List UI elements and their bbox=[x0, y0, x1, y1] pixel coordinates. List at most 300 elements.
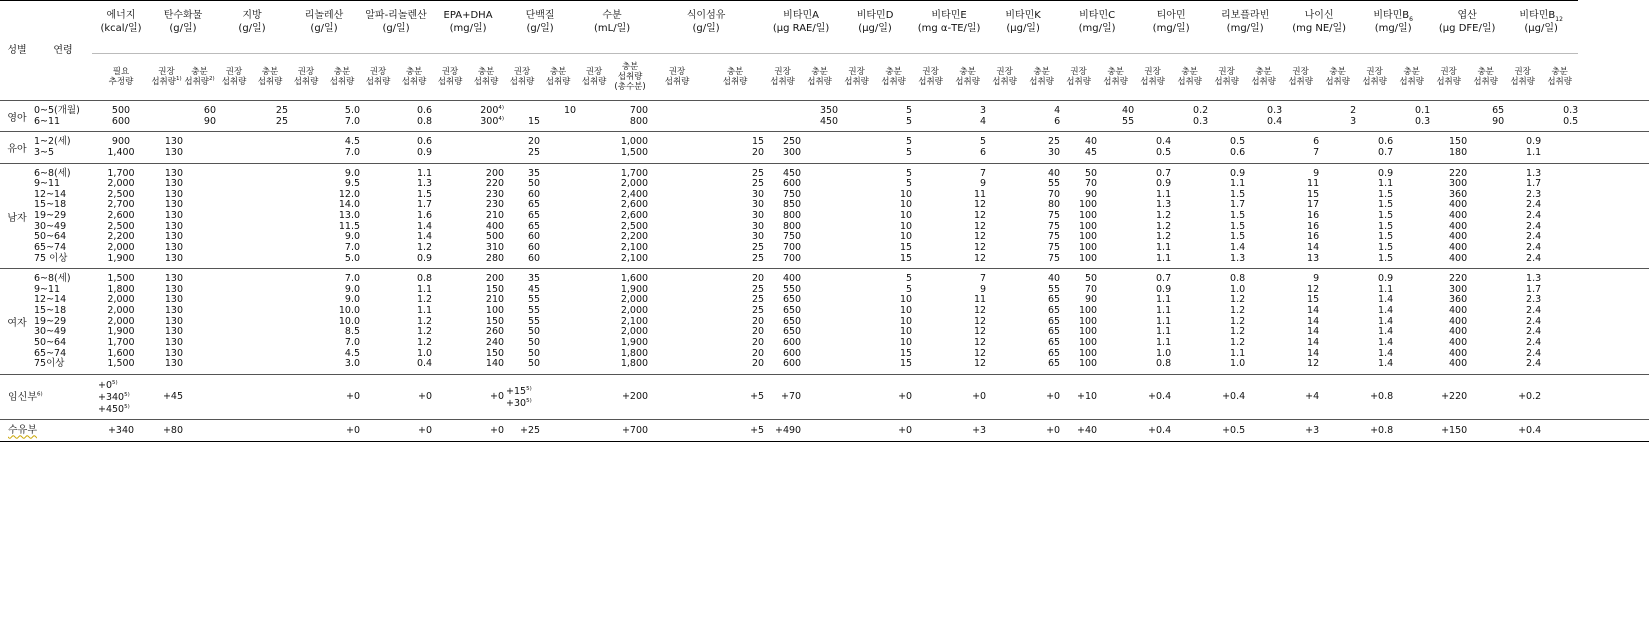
cell-vitd_rec bbox=[838, 285, 875, 296]
cell-b6_rec: 0.9 bbox=[1378, 167, 1394, 179]
sex-group-label bbox=[0, 420, 92, 441]
cell-b12_adq: 0.3 bbox=[1563, 105, 1579, 116]
cell-fiber_rec bbox=[648, 306, 706, 317]
footnote-mark: 4) bbox=[498, 104, 505, 111]
cell-vita_adq bbox=[801, 254, 838, 269]
cell-energy: 2,000 bbox=[107, 305, 135, 316]
cell-vitk_rec bbox=[986, 200, 1023, 211]
cell-fat_rec bbox=[216, 132, 252, 148]
cell-nia_adq bbox=[1319, 420, 1356, 441]
cell-b12_rec: 2.4 bbox=[1526, 315, 1542, 327]
cell-ribo_adq bbox=[1245, 317, 1282, 328]
cell-fiber_adq: 25 bbox=[751, 167, 765, 179]
cell-la_rec bbox=[288, 338, 324, 349]
cell-vitd_adq: 10 bbox=[899, 220, 913, 232]
cell-fol_adq bbox=[1467, 420, 1504, 441]
cell-water_rec bbox=[576, 243, 612, 254]
cell-ribo_adq bbox=[1245, 200, 1282, 211]
cell-b12_adq bbox=[1541, 222, 1578, 233]
age-cell: 0~5(개월) bbox=[34, 105, 80, 116]
cell-la_rec bbox=[288, 306, 324, 317]
cell-b6_adq bbox=[1393, 222, 1430, 233]
cell-fol_rec: 400 bbox=[1449, 358, 1468, 370]
cell-ribo_rec: 1.0 bbox=[1230, 283, 1246, 295]
cell-la_adq: 10.0 bbox=[338, 315, 361, 327]
cell-b12_adq bbox=[1541, 295, 1578, 306]
cell-thia_adq: 0.2 bbox=[1193, 105, 1209, 116]
cell-b12_adq bbox=[1541, 243, 1578, 254]
cell-water_adq: 1,800 bbox=[620, 347, 649, 359]
cell-thia_adq: 0.3 bbox=[1193, 115, 1209, 127]
age-cell: 50~64 bbox=[34, 231, 67, 243]
cell-vita_adq bbox=[801, 269, 838, 285]
cell-ala_rec bbox=[360, 101, 396, 117]
cell-fiber_adq: 25 bbox=[751, 283, 765, 295]
nutrient-unit: (μg DFE/일) bbox=[1438, 23, 1496, 34]
lactating-label: 수유부 bbox=[8, 425, 37, 437]
sub-header-adequate: 충분 섭취량 bbox=[252, 54, 288, 101]
cell-vita_rec bbox=[764, 101, 801, 117]
cell-nia_rec: 14 bbox=[1307, 347, 1320, 359]
cell-la_rec bbox=[288, 295, 324, 306]
cell-prot_rec: 35 bbox=[527, 273, 541, 285]
sex-group-label: 남자 bbox=[7, 212, 27, 224]
cell-ala_rec bbox=[360, 317, 396, 328]
age-cell: 12~14 bbox=[34, 294, 67, 306]
sub-header-adequate: 충분 섭취량 bbox=[1541, 54, 1578, 101]
cell-vitd_rec bbox=[838, 200, 875, 211]
cell-ribo_adq: 0.4 bbox=[1267, 115, 1283, 127]
cell-vitd_rec bbox=[838, 117, 875, 132]
cell-b12_adq bbox=[1541, 374, 1578, 420]
cell-b6_adq bbox=[1393, 306, 1430, 317]
cell-b12_rec: 2.3 bbox=[1526, 294, 1542, 306]
cell-vitd_rec bbox=[838, 317, 875, 328]
cell-vitc_rec: 100 bbox=[1078, 220, 1098, 232]
nutrient-name: 리놀레산 bbox=[304, 10, 344, 21]
cell-fol_rec: 180 bbox=[1449, 146, 1468, 158]
cell-prot_adq bbox=[540, 222, 576, 233]
cell-vita_adq bbox=[801, 132, 838, 148]
sex-group-label: 유아 bbox=[7, 144, 27, 156]
nutrient-name: 비타민E bbox=[931, 10, 967, 21]
cell-fat_adq bbox=[252, 359, 288, 374]
cell-water_rec bbox=[576, 222, 612, 233]
sex-column-header: 성별 bbox=[0, 1, 34, 101]
cell-la_rec bbox=[288, 132, 324, 148]
cell-carb_adq: 90 bbox=[203, 115, 217, 127]
sub-header-adequate: 충분 섭취량 bbox=[1171, 54, 1208, 101]
cell-prot_rec: 25 bbox=[527, 146, 541, 158]
cell-vitd_rec bbox=[838, 101, 875, 117]
cell-water_adq: 2,600 bbox=[620, 210, 649, 221]
cell-la_rec bbox=[288, 317, 324, 328]
cell-vitd_adq: 15 bbox=[899, 358, 913, 370]
cell-b12_adq bbox=[1541, 269, 1578, 285]
footnote-mark: 5) bbox=[526, 397, 532, 404]
cell-vitk_adq: +0 bbox=[1046, 391, 1061, 403]
cell-carb_adq bbox=[183, 295, 216, 306]
cell-vitd_rec bbox=[838, 179, 875, 190]
nutrient-header bbox=[150, 1, 216, 54]
cell-ribo_adq bbox=[1245, 148, 1282, 163]
cell-epa_rec bbox=[432, 327, 468, 338]
cell-vitc_rec: 70 bbox=[1085, 283, 1098, 295]
cell-fat_rec bbox=[216, 285, 252, 296]
cell-vitk_adq: 75 bbox=[1048, 241, 1061, 253]
cell-vite_rec bbox=[912, 306, 949, 317]
cell-water_rec bbox=[576, 338, 612, 349]
cell-water_adq: 2,600 bbox=[620, 199, 649, 211]
cell-b6_rec bbox=[1356, 101, 1393, 117]
cell-la_rec bbox=[288, 101, 324, 117]
cell-energy: 2,200 bbox=[107, 231, 135, 243]
cell-thia_rec: 0.4 bbox=[1156, 136, 1172, 148]
cell-epa_adq: 140 bbox=[485, 358, 505, 370]
cell-fol_rec: 300 bbox=[1449, 283, 1468, 295]
cell-ribo_adq bbox=[1245, 420, 1282, 441]
cell-ribo_rec: 0.6 bbox=[1230, 146, 1246, 158]
cell-vitc_rec: 100 bbox=[1078, 315, 1098, 327]
cell-b12_rec: 2.4 bbox=[1526, 347, 1542, 359]
age-column-header: 연령 bbox=[34, 1, 92, 101]
cell-water_rec bbox=[576, 306, 612, 317]
cell-b6_adq bbox=[1393, 295, 1430, 306]
cell-vitk_adq: 75 bbox=[1048, 252, 1061, 264]
cell-vite_adq: 12 bbox=[974, 252, 987, 264]
cell-vitk_adq: 4 bbox=[1054, 105, 1061, 116]
cell-b6_rec: 1.5 bbox=[1378, 220, 1394, 232]
cell-thia_rec: 0.5 bbox=[1156, 146, 1172, 158]
cell-carb_rec: 130 bbox=[164, 231, 183, 243]
cell-fiber_rec bbox=[648, 317, 706, 328]
table-row bbox=[0, 349, 1649, 360]
cell-water_adq: 2,500 bbox=[620, 220, 649, 232]
cell-fiber_rec bbox=[648, 117, 706, 132]
cell-fat_adq bbox=[252, 232, 288, 243]
table-row bbox=[0, 222, 1649, 233]
cell-vitk_rec bbox=[986, 338, 1023, 349]
cell-epa_rec bbox=[432, 269, 468, 285]
cell-fol_adq bbox=[1467, 232, 1504, 243]
cell-epa_rec bbox=[432, 190, 468, 201]
cell-ala_adq: 0.4 bbox=[416, 358, 433, 370]
cell-b12_rec: 2.4 bbox=[1526, 305, 1542, 316]
cell-vite_adq: 7 bbox=[980, 167, 987, 179]
cell-energy: 2,000 bbox=[107, 178, 135, 190]
cell-prot_rec: 60 bbox=[527, 188, 541, 200]
cell-carb_rec: 130 bbox=[164, 347, 183, 359]
cell-la_adq: 11.5 bbox=[338, 220, 361, 232]
cell-water_adq: 1,900 bbox=[620, 283, 649, 295]
cell-vitc_adq bbox=[1097, 359, 1134, 374]
cell-fat_adq bbox=[252, 295, 288, 306]
cell-carb_adq bbox=[183, 317, 216, 328]
nutrient-header bbox=[504, 1, 576, 54]
cell-water_adq: 1,000 bbox=[620, 136, 649, 148]
cell-prot_adq bbox=[540, 163, 576, 179]
cell-b6_rec: 1.5 bbox=[1378, 188, 1394, 200]
cell-vitd_rec bbox=[838, 190, 875, 201]
cell-carb_rec: 130 bbox=[164, 241, 183, 253]
cell-fat_rec bbox=[216, 420, 252, 441]
cell-thia_adq bbox=[1171, 190, 1208, 201]
table-row bbox=[0, 327, 1649, 338]
cell-vitk_adq: 65 bbox=[1048, 336, 1061, 348]
cell-water_rec bbox=[576, 285, 612, 296]
cell-carb_rec: 130 bbox=[164, 178, 183, 190]
cell-fol_adq bbox=[1467, 163, 1504, 179]
cell-prot_rec: 55 bbox=[527, 305, 541, 316]
sub-header-adequate: 충분 섭취량 bbox=[1097, 54, 1134, 101]
nutrient-name: 단백질 bbox=[525, 10, 555, 21]
table-row bbox=[0, 101, 1649, 117]
sub-header-recommended: 권장 섭취량 bbox=[432, 54, 468, 101]
cell-ala_rec bbox=[360, 179, 396, 190]
cell-fol_rec: 400 bbox=[1449, 210, 1468, 221]
cell-epa_adq: +0 bbox=[490, 424, 505, 436]
cell-vita_adq bbox=[801, 163, 838, 179]
cell-ala_rec bbox=[360, 190, 396, 201]
cell-carb_rec: 130 bbox=[164, 326, 183, 338]
cell-vitd_adq: 10 bbox=[899, 294, 913, 306]
cell-fat_adq bbox=[252, 338, 288, 349]
cell-ala_rec bbox=[360, 200, 396, 211]
cell-vite_rec bbox=[912, 285, 949, 296]
cell-vitd_adq: 5 bbox=[906, 167, 913, 179]
cell-epa_rec bbox=[432, 148, 468, 163]
cell-water_rec bbox=[576, 349, 612, 360]
cell-fol_adq: 65 bbox=[1492, 105, 1505, 116]
cell-fiber_rec bbox=[648, 222, 706, 233]
cell-vite_adq: 9 bbox=[980, 178, 987, 190]
cell-ribo_adq bbox=[1245, 179, 1282, 190]
cell-vita_adq bbox=[801, 190, 838, 201]
cell-la_adq: +0 bbox=[346, 391, 361, 403]
cell-prot_adq bbox=[540, 317, 576, 328]
cell-nia_rec bbox=[1282, 117, 1319, 132]
cell-b12_adq bbox=[1541, 200, 1578, 211]
cell-ala_rec bbox=[360, 349, 396, 360]
cell-vitd_adq: 15 bbox=[899, 241, 913, 253]
cell-water_adq: +200 bbox=[621, 391, 649, 403]
cell-vite_rec bbox=[912, 359, 949, 374]
cell-vitd_rec bbox=[838, 243, 875, 254]
cell-vite_rec bbox=[912, 148, 949, 163]
cell-ala_adq: 0.8 bbox=[416, 115, 433, 127]
cell-prot_rec: 60 bbox=[527, 241, 541, 253]
cell-prot_rec: 35 bbox=[527, 167, 541, 179]
cell-prot_adq bbox=[540, 190, 576, 201]
cell-la_adq: 9.0 bbox=[344, 283, 361, 295]
cell-vitk_rec bbox=[986, 306, 1023, 317]
table-row bbox=[0, 243, 1649, 254]
cell-vitd_adq: 10 bbox=[899, 315, 913, 327]
cell-vite_adq: 7 bbox=[980, 273, 987, 285]
cell-b12_adq: 0.5 bbox=[1563, 115, 1579, 127]
cell-fat_rec bbox=[216, 101, 252, 117]
sub-header-recommended: 권장 섭취량 bbox=[764, 54, 801, 101]
cell-ribo_adq bbox=[1245, 295, 1282, 306]
cell-vitc_rec: 100 bbox=[1078, 347, 1098, 359]
cell-prot_adq bbox=[540, 295, 576, 306]
cell-vitk_rec bbox=[986, 163, 1023, 179]
cell-b6_adq bbox=[1393, 211, 1430, 222]
cell-energy: 1,800 bbox=[107, 283, 135, 295]
cell-vita_rec: 300 bbox=[782, 146, 802, 158]
cell-nia_adq bbox=[1319, 232, 1356, 243]
cell-vita_adq bbox=[801, 338, 838, 349]
cell-vitc_adq bbox=[1097, 349, 1134, 360]
cell-b12_rec: +0.4 bbox=[1518, 424, 1542, 436]
cell-vite_rec bbox=[912, 232, 949, 243]
cell-vita_adq bbox=[801, 285, 838, 296]
cell-nia_rec: 11 bbox=[1307, 178, 1320, 190]
cell-b12_rec bbox=[1504, 101, 1541, 117]
cell-energy: 2,500 bbox=[107, 220, 135, 232]
cell-vitk_rec bbox=[986, 254, 1023, 269]
cell-water_adq: 1,700 bbox=[620, 167, 649, 179]
nutrient-header bbox=[288, 1, 360, 54]
cell-ribo_adq bbox=[1245, 359, 1282, 374]
cell-vitk_adq: 25 bbox=[1048, 136, 1061, 148]
cell-water_adq: 1,900 bbox=[620, 336, 649, 348]
cell-vitd_rec bbox=[838, 359, 875, 374]
cell-fol_rec: 300 bbox=[1449, 178, 1468, 190]
cell-vita_rec: 750 bbox=[782, 188, 802, 200]
cell-vitc_rec: +10 bbox=[1077, 391, 1098, 403]
cell-fat_rec bbox=[216, 269, 252, 285]
cell-vite_adq: 12 bbox=[974, 231, 987, 243]
cell-water_adq: 1,600 bbox=[620, 273, 649, 285]
cell-vite_rec bbox=[912, 420, 949, 441]
nutrient-name: 비타민C bbox=[1079, 10, 1116, 21]
cell-nia_adq bbox=[1319, 190, 1356, 201]
cell-thia_rec bbox=[1134, 117, 1171, 132]
cell-prot_rec: 65 bbox=[527, 210, 541, 221]
cell-vita_adq bbox=[801, 222, 838, 233]
cell-carb_adq bbox=[183, 232, 216, 243]
cell-vitc_adq: 40 bbox=[1122, 105, 1135, 116]
cell-vite_adq: 11 bbox=[974, 294, 987, 306]
cell-carb_adq bbox=[183, 285, 216, 296]
cell-ala_adq: 1.5 bbox=[416, 188, 433, 200]
sub-header-recommended: 권장 섭취량 bbox=[1134, 54, 1171, 101]
cell-b6_adq bbox=[1393, 374, 1430, 420]
cell-ala_adq: 1.3 bbox=[416, 178, 433, 190]
cell-prot_rec: 60 bbox=[527, 252, 541, 264]
cell-nia_rec: 12 bbox=[1307, 358, 1320, 370]
cell-ribo_adq bbox=[1245, 232, 1282, 243]
cell-ala_adq: +0 bbox=[418, 424, 433, 436]
cell-ala_adq: 0.6 bbox=[416, 105, 433, 116]
footnote-mark: 2) bbox=[209, 76, 215, 83]
table-row bbox=[0, 200, 1649, 211]
cell-fiber_rec bbox=[648, 374, 706, 420]
cell-vita_adq bbox=[801, 327, 838, 338]
cell-vitk_rec bbox=[986, 420, 1023, 441]
nutrient-header bbox=[912, 1, 986, 54]
cell-fat_adq bbox=[252, 420, 288, 441]
table-row bbox=[0, 132, 1649, 148]
cell-vitc_adq bbox=[1097, 317, 1134, 328]
cell-la_adq: 7.0 bbox=[344, 241, 361, 253]
cell-fol_adq bbox=[1467, 148, 1504, 163]
cell-vita_rec: 650 bbox=[782, 294, 802, 306]
cell-vita_adq bbox=[801, 317, 838, 328]
cell-water_rec bbox=[576, 359, 612, 374]
cell-carb_adq bbox=[183, 163, 216, 179]
cell-epa_adq: 500 bbox=[485, 231, 505, 243]
cell-b6_adq bbox=[1393, 243, 1430, 254]
cell-vite_adq: 12 bbox=[974, 220, 987, 232]
cell-ala_adq: 1.2 bbox=[416, 241, 433, 253]
cell-thia_rec: 1.2 bbox=[1156, 220, 1172, 232]
table-row bbox=[0, 338, 1649, 349]
nutrient-header bbox=[1430, 1, 1504, 54]
cell-vitk_rec bbox=[986, 101, 1023, 117]
cell-b12_rec: 1.1 bbox=[1526, 146, 1542, 158]
cell-prot_rec: 50 bbox=[527, 358, 541, 370]
cell-thia_rec: 1.3 bbox=[1156, 199, 1172, 211]
cell-water_adq: 2,100 bbox=[620, 315, 649, 327]
cell-nia_rec: 14 bbox=[1307, 326, 1320, 338]
nutrient-unit: (mg/일) bbox=[449, 23, 487, 34]
cell-water_adq: 2,200 bbox=[620, 231, 649, 243]
cell-prot_adq bbox=[540, 269, 576, 285]
cell-carb_adq bbox=[183, 179, 216, 190]
cell-vitc_adq bbox=[1097, 327, 1134, 338]
cell-thia_adq bbox=[1171, 179, 1208, 190]
cell-vitk_rec bbox=[986, 295, 1023, 306]
sub-header-adequate: 충분 섭취량 bbox=[1467, 54, 1504, 101]
nutrient-header bbox=[1060, 1, 1134, 54]
sub-header-recommended: 권장 섭취량 bbox=[912, 54, 949, 101]
cell-water_rec bbox=[576, 374, 612, 420]
cell-vitc_rec: 70 bbox=[1085, 178, 1098, 190]
cell-fiber_adq: 15 bbox=[751, 136, 765, 148]
cell-thia_adq bbox=[1171, 420, 1208, 441]
cell-thia_adq bbox=[1171, 349, 1208, 360]
nutrient-unit: (μg/일) bbox=[1006, 23, 1040, 34]
cell-epa_rec bbox=[432, 179, 468, 190]
cell-vite_rec bbox=[912, 374, 949, 420]
cell-vita_adq bbox=[801, 420, 838, 441]
cell-carb_adq bbox=[183, 148, 216, 163]
cell-nia_adq bbox=[1319, 338, 1356, 349]
cell-energy: 2,000 bbox=[107, 315, 135, 327]
cell-vite_rec bbox=[912, 338, 949, 349]
cell-ribo_rec: 1.3 bbox=[1230, 252, 1246, 264]
sub-header-recommended: 권장 섭취량 bbox=[288, 54, 324, 101]
cell-la_adq: 12.0 bbox=[338, 188, 361, 200]
cell-prot_rec: 15 bbox=[527, 115, 541, 127]
cell-nia_adq bbox=[1319, 163, 1356, 179]
cell-b6_adq bbox=[1393, 148, 1430, 163]
cell-b6_adq bbox=[1393, 338, 1430, 349]
cell-vitc_adq bbox=[1097, 269, 1134, 285]
cell-vita_adq bbox=[801, 200, 838, 211]
age-cell: 30~49 bbox=[34, 220, 67, 232]
cell-water_rec bbox=[576, 254, 612, 269]
cell-carb_rec: 130 bbox=[164, 136, 183, 148]
cell-b12_adq bbox=[1541, 254, 1578, 269]
cell-vita_rec bbox=[764, 117, 801, 132]
cell-b6_rec: 1.5 bbox=[1378, 241, 1394, 253]
cell-prot_adq: 10 bbox=[563, 105, 577, 116]
cell-vita_rec: 600 bbox=[782, 347, 802, 359]
cell-fat_adq bbox=[252, 306, 288, 317]
